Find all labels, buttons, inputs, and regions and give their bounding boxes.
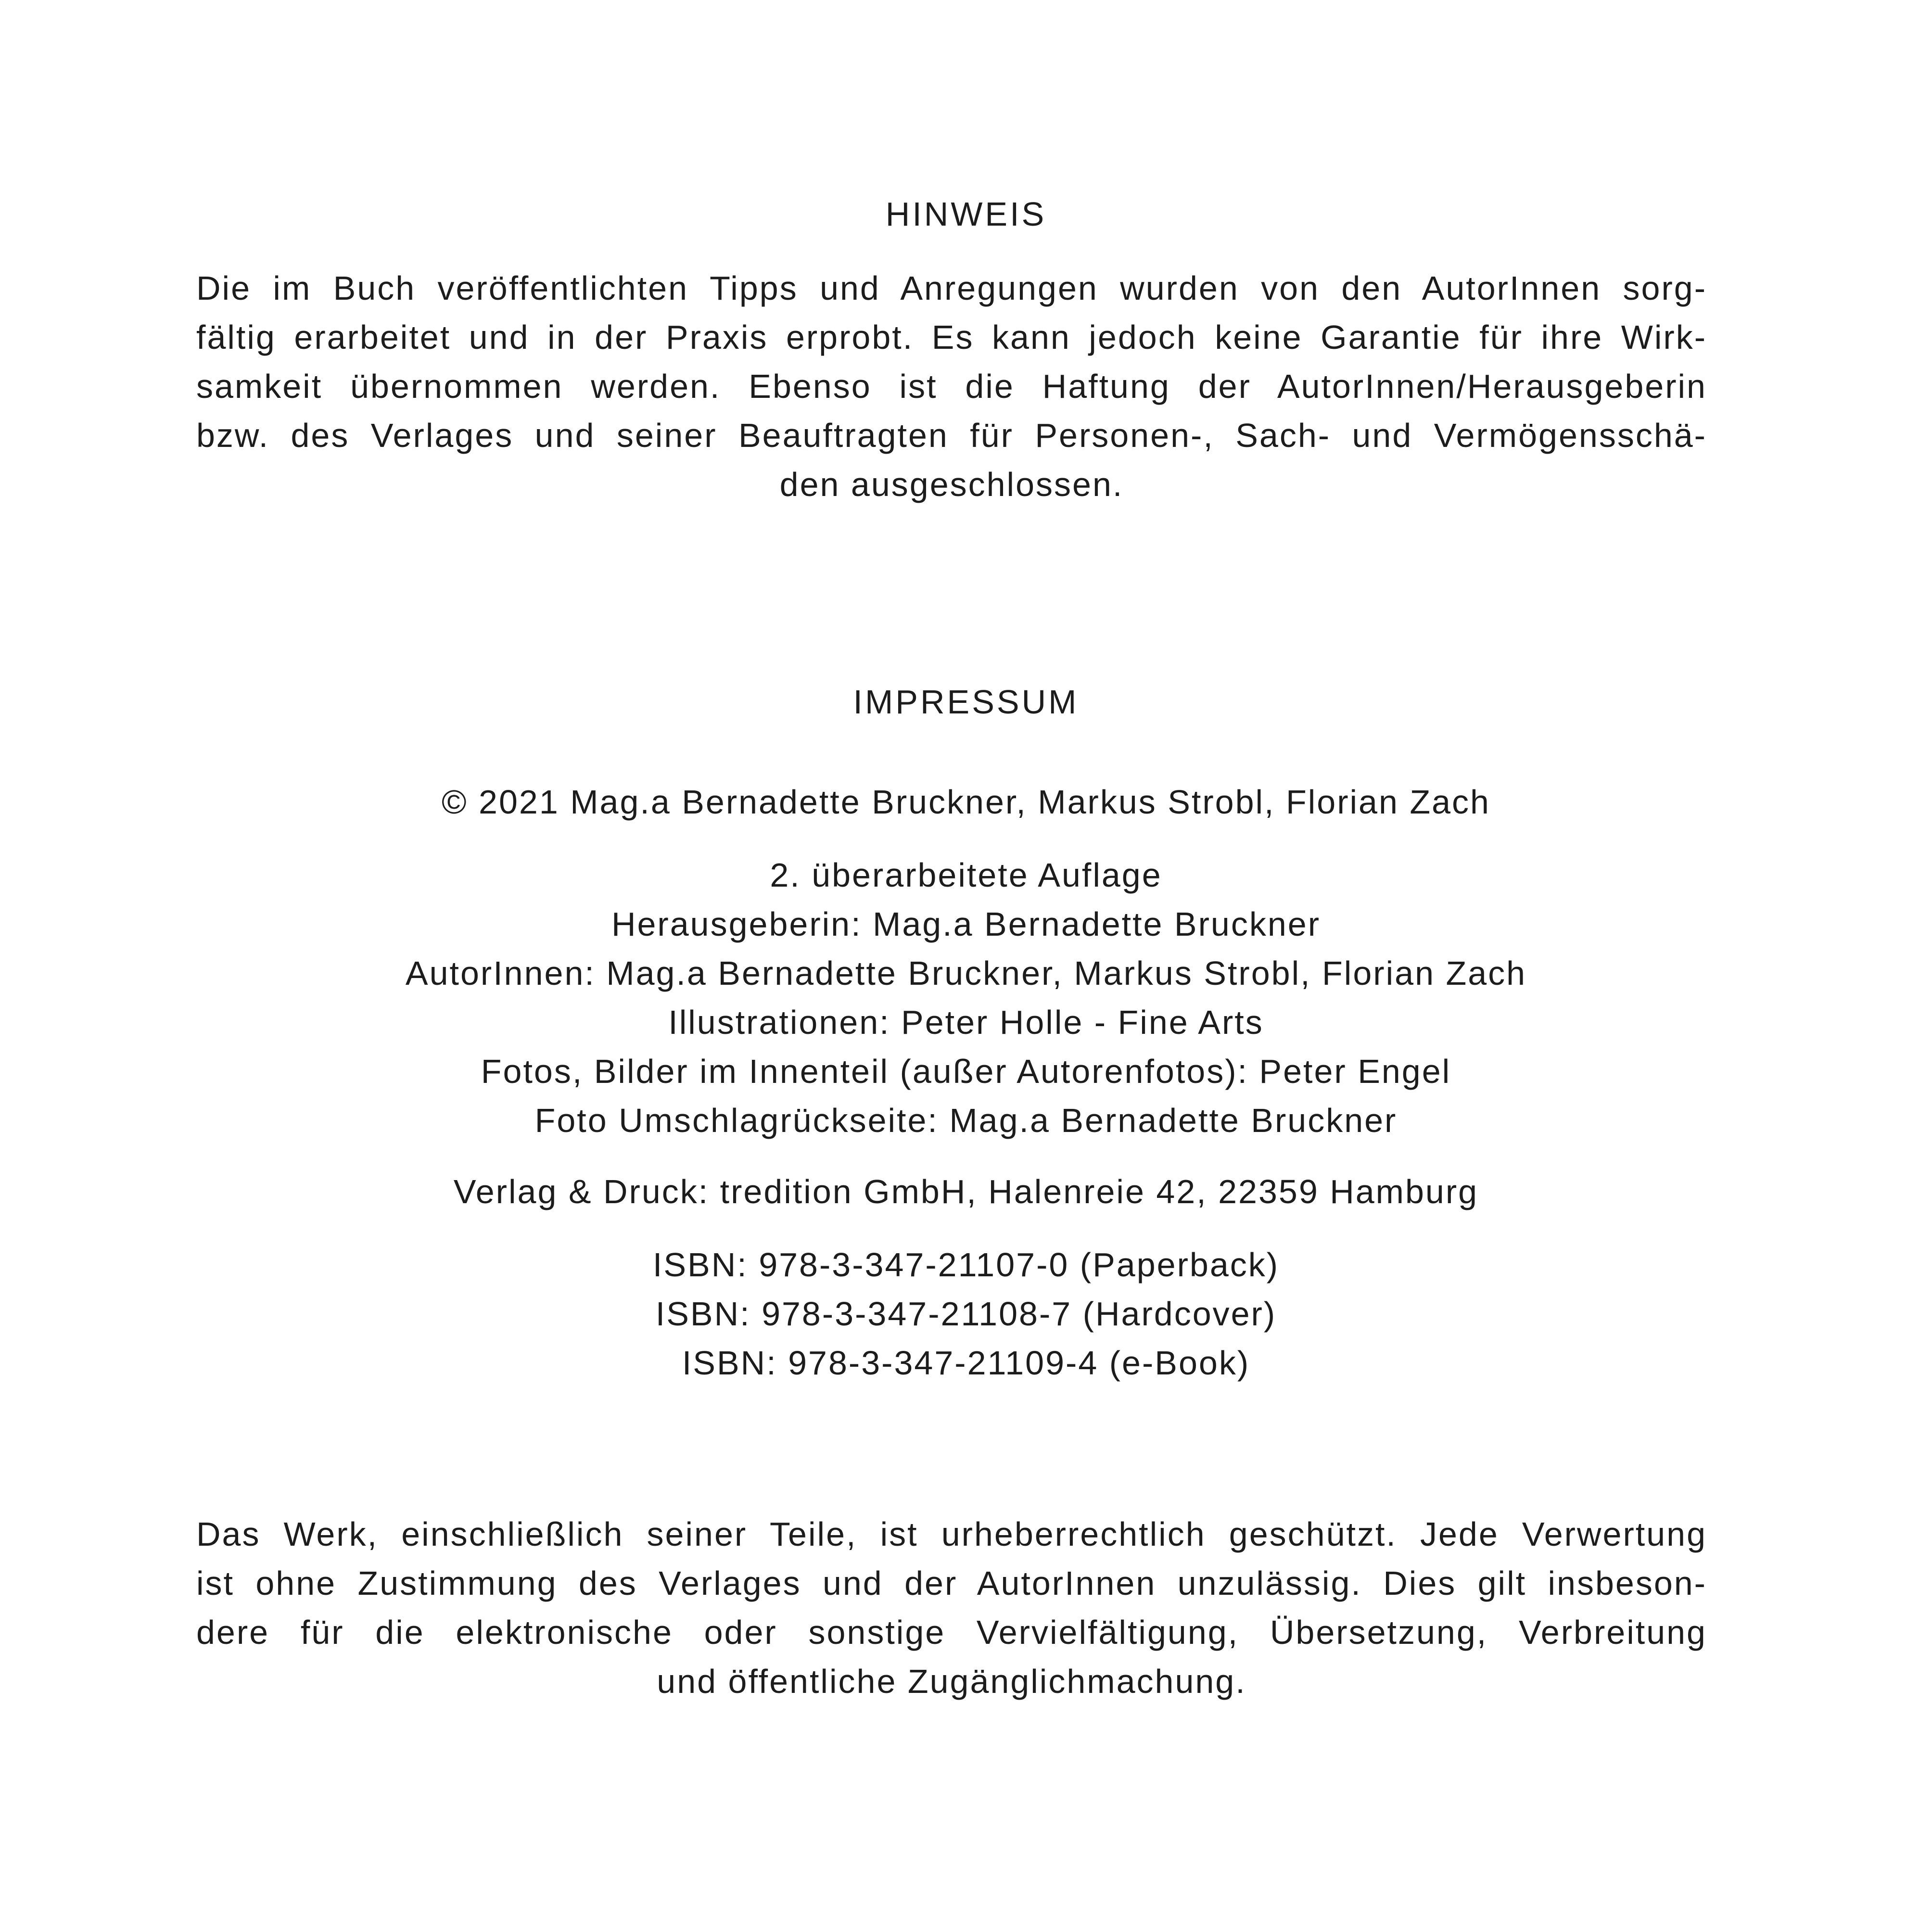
- impressum-copyright: [0, 777, 1932, 826]
- impressum-isbn: [0, 1240, 1932, 1387]
- hinweis-line: Die im Buch veröffentlichten Tipps und Anregungen wurden von den AutorInnen sorg-: [196, 269, 1707, 307]
- isbn-line: ISBN: 978-3-347-21107-0 (Paperback): [652, 1246, 1280, 1284]
- credit-line: Illustrationen: Peter Holle - Fine Arts: [668, 1004, 1264, 1041]
- notice-line: und öffentliche Zugänglichmachung.: [657, 1663, 1246, 1700]
- notice-line: Das Werk, einschließlich seiner Teile, ist urheberrechtlich geschützt. Jede Verwertung: [196, 1515, 1707, 1553]
- hinweis-heading: HINWEIS: [885, 195, 1047, 233]
- publisher-line: Verlag & Druck: tredition GmbH, Halenreie 42, 22359 Hamburg: [453, 1173, 1479, 1210]
- credit-line: Fotos, Bilder im Innenteil (außer Autorenfotos): Peter Engel: [481, 1053, 1451, 1090]
- hinweis-line: samkeit übernommen werden. Ebenso ist die Haftung der AutorInnen/Herausgeberin: [196, 368, 1707, 405]
- credit-line: Foto Umschlagrückseite: Mag.a Bernadette Bruckner: [534, 1102, 1398, 1139]
- impressum-publisher: [0, 1167, 1932, 1216]
- isbn-line: ISBN: 978-3-347-21108-7 (Hardcover): [655, 1295, 1277, 1333]
- impressum-heading: IMPRESSUM: [853, 683, 1079, 721]
- copyright-notice-paragraph: [196, 1510, 1707, 1706]
- impressum-credits: [0, 851, 1932, 1145]
- copyright-line: © 2021 Mag.a Bernadette Bruckner, Markus Strobl, Florian Zach: [442, 783, 1490, 821]
- credit-line: Herausgeberin: Mag.a Bernadette Bruckner: [611, 905, 1321, 943]
- notice-line: ist ohne Zustimmung des Verlages und der AutorInnen unzulässig. Dies gilt insbeson-: [196, 1564, 1707, 1602]
- hinweis-paragraph: [196, 264, 1707, 509]
- credit-line: AutorInnen: Mag.a Bernadette Bruckner, Markus Strobl, Florian Zach: [405, 954, 1527, 992]
- hinweis-line: bzw. des Verlages und seiner Beauftragten für Personen-, Sach- und Vermögensschä-: [196, 417, 1707, 454]
- hinweis-line: fältig erarbeitet und in der Praxis erprobt. Es kann jedoch keine Garantie für ihre Wirk-: [196, 318, 1707, 356]
- isbn-line: ISBN: 978-3-347-21109-4 (e-Book): [682, 1344, 1250, 1382]
- credit-line: 2. überarbeitete Auflage: [770, 856, 1162, 894]
- notice-line: dere für die elektronische oder sonstige Vervielfältigung, Übersetzung, Verbreitung: [196, 1614, 1707, 1651]
- hinweis-line: den ausgeschlossen.: [779, 466, 1124, 503]
